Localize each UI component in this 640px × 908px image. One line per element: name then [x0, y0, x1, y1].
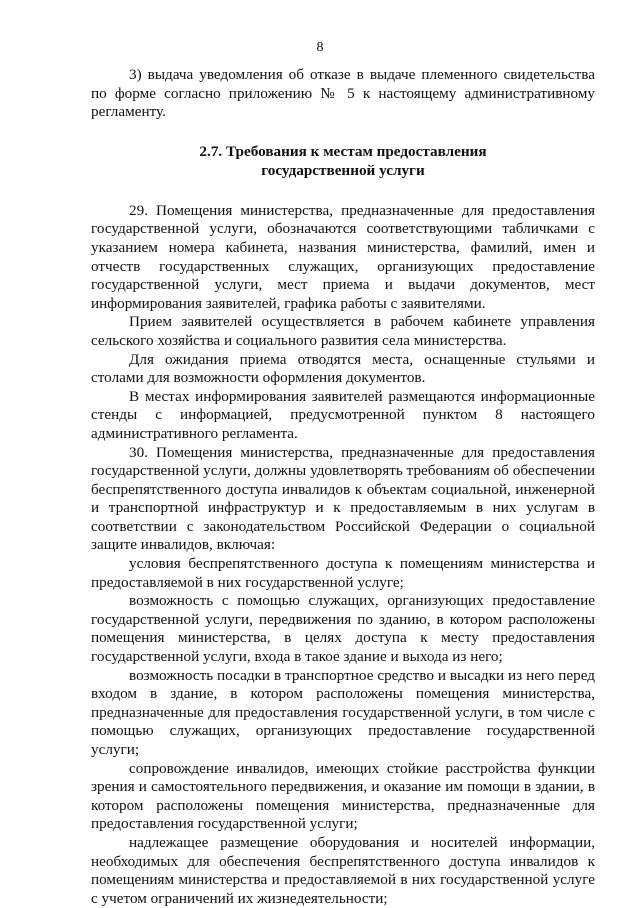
page-number: 8	[316, 40, 324, 55]
paragraph-waiting-area: Для ожидания приема отводятся места, оснащенные стульями и столами для возможности оформления документов.	[91, 350, 595, 387]
paragraph-30: 30. Помещения министерства, предназначенные для предоставления государственной услуги, должны удовлетворять требованиям об обеспечении беспрепятственного доступа инвалидов к объектам социальной, инженерной и транспортной инфраструктур и к предоставляемым в них услугам в соответствии с законодательством Российской Федерации о социальной защите инвалидов, включая:	[91, 443, 595, 554]
document-body	[91, 66, 595, 908]
paragraph-reception: Прием заявителей осуществляется в рабочем кабинете управления сельского хозяйства и социального развития села министерства.	[91, 313, 595, 349]
paragraph-info-stands: В местах информирования заявителей размещаются информационные стенды с информацией, предусмотренной пунктом 8 настоящего административного регламента.	[91, 387, 595, 442]
paragraph-movement-assistance: возможность с помощью служащих, организующих предоставление государственной услуги, передвижения по зданию, в котором расположены помещения министерства, в целях доступа к месту предоставления государственной услуги, входа в такое здание и выхода из него;	[91, 592, 595, 666]
paragraph-access-conditions: условия беспрепятственного доступа к помещениям министерства и предоставляемой в них государственной услуге;	[91, 555, 595, 591]
paragraph-equipment-placement: надлежащее размещение оборудования и носителей информации, необходимых для обеспечения беспрепятственного доступа инвалидов к помещениям министерства и предоставляемой в них государственной услуге с учетом ограничений их жизнедеятельности;	[91, 833, 595, 907]
paragraph-escort: сопровождение инвалидов, имеющих стойкие расстройства функции зрения и самостоятельного передвижения, и оказание им помощи в здании, в котором расположены помещения министерства, предназначенные для предоставления государственной услуги;	[91, 759, 595, 833]
section-heading	[91, 142, 595, 180]
section-heading-line-2: государственной услуги	[261, 161, 425, 179]
section-heading-line-1: 2.7. Требования к местам предоставления	[199, 142, 487, 160]
paragraph-transport-boarding: возможность посадки в транспортное средство и высадки из него перед входом в здание, в котором расположены помещения министерства, предназначенные для предоставления государственной услуги, в том числе с помощью служащих, организующих предоставление государственной услуги;	[91, 666, 595, 758]
paragraph-29: 29. Помещения министерства, предназначенные для предоставления государственной услуги, обозначаются соответствующими табличками с указанием номера кабинета, названия министерства, фамилий, имен и отчеств государственных служащих, организующих предоставление государственной услуги, мест приема и выдачи документов, мест информирования заявителей, графика работы с заявителями.	[91, 201, 595, 312]
list-item-3: 3) выдача уведомления об отказе в выдаче племенного свидетельства по форме согласно приложению № 5 к настоящему административному регламенту.	[91, 66, 595, 121]
